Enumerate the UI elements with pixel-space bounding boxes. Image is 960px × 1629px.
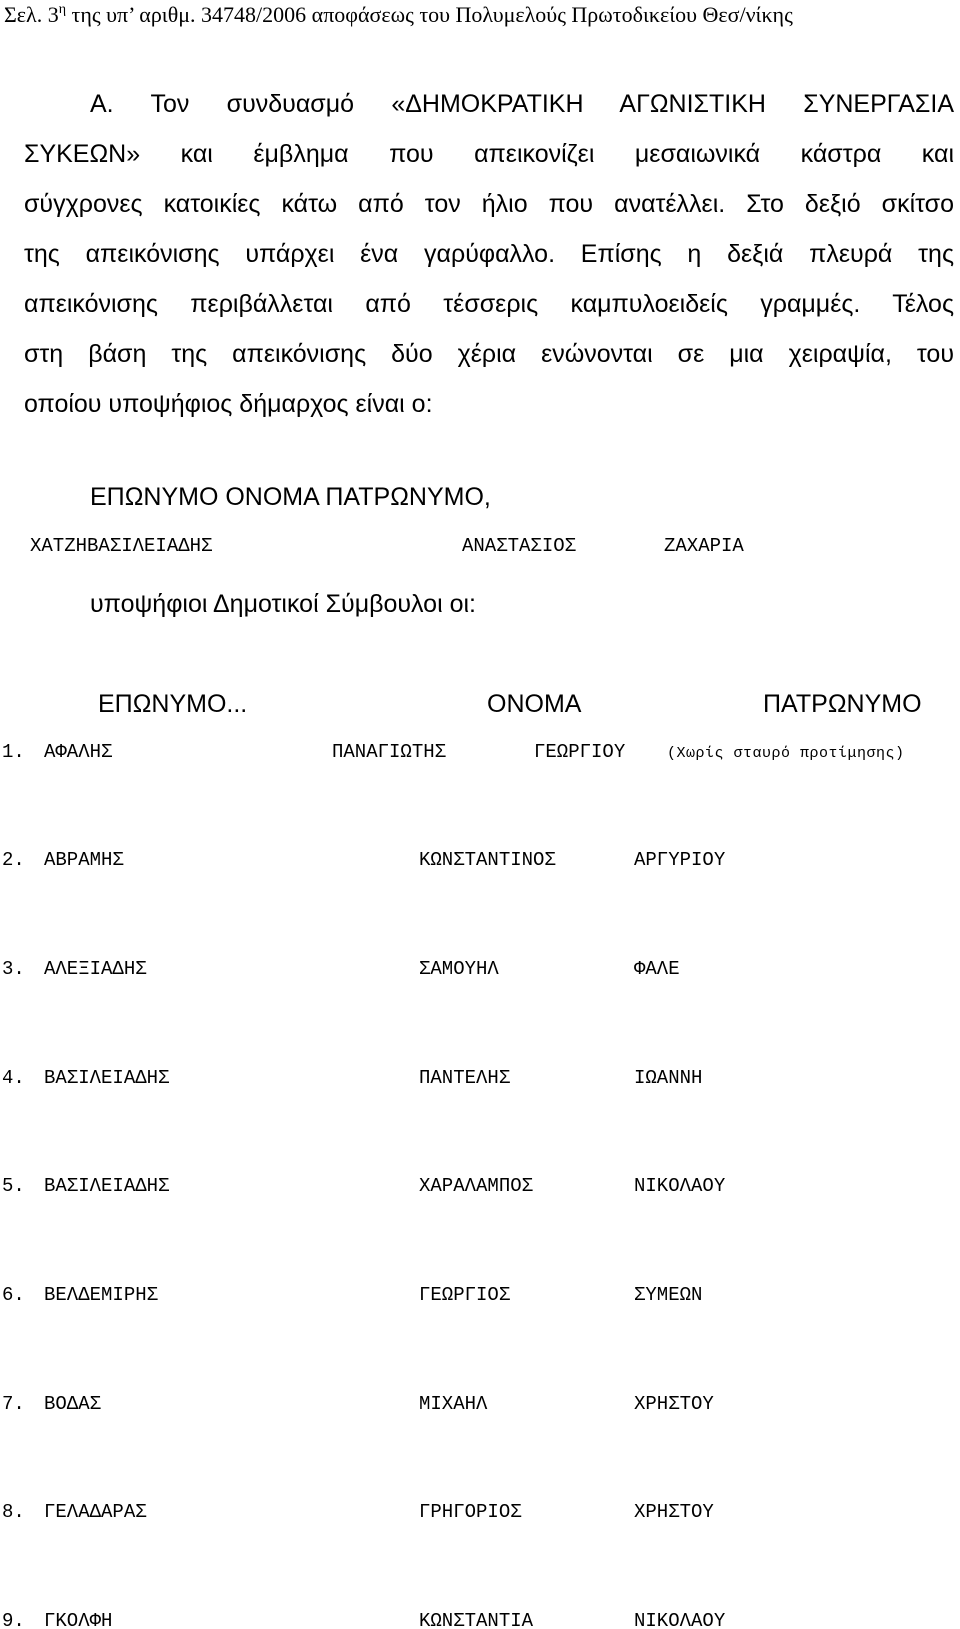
candidate-first-name: ΜΙΧΑΗΛ <box>419 1393 488 1415</box>
mayor-first-name: ΑΝΑΣΤΑΣΙΟΣ <box>462 535 577 557</box>
header-superscript: η <box>58 2 67 17</box>
column-header-fathers-name: ΠΑΤΡΩΝΥΜΟ <box>763 690 922 718</box>
candidate-fathers-name: ΝΙΚΟΛΑΟΥ <box>634 1175 726 1197</box>
candidate-number: 7. <box>2 1393 25 1415</box>
candidate-first-name: ΚΩΝΣΤΑΝΤΙΑ <box>419 1610 534 1629</box>
paragraph-line: στη βάση της απεικόνισης δύο χέρια ενώνονται σε μια χειραψία, του <box>24 340 954 368</box>
paragraph-line: ΣΥΚΕΩΝ» και έμβλημα που απεικονίζει μεσαιωνικά κάστρα και <box>24 140 954 168</box>
candidate-first-name: ΚΩΝΣΤΑΝΤΙΝΟΣ <box>419 849 556 871</box>
candidate-fathers-name: ΧΡΗΣΤΟΥ <box>634 1393 714 1415</box>
paragraph-line: οποίου υποψήφιος δήμαρχος είναι ο: <box>24 390 433 418</box>
column-header-surname: ΕΠΩΝΥΜΟ... <box>98 690 248 718</box>
candidate-number: 9. <box>2 1610 25 1629</box>
candidate-fathers-name: ΓΕΩΡΓΙΟΥ <box>534 741 626 763</box>
candidate-surname: ΑΦΑΛΗΣ <box>44 741 113 763</box>
candidate-fathers-name: ΝΙΚΟΛΑΟΥ <box>634 1610 726 1629</box>
candidate-fathers-name: ΣΥΜΕΩΝ <box>634 1284 703 1306</box>
paragraph-line: Α. Τον συνδυασμό «ΔΗΜΟΚΡΑΤΙΚΗ ΑΓΩΝΙΣΤΙΚΗ ΣΥΝΕΡΓΑΣΙΑ <box>90 90 954 118</box>
candidate-surname: ΒΑΣΙΛΕΙΑΔΗΣ <box>44 1175 170 1197</box>
candidate-note: (Χωρίς σταυρό προτίμησης) <box>667 745 905 762</box>
candidate-number: 1. <box>2 741 25 763</box>
candidate-surname: ΑΛΕΞΙΑΔΗΣ <box>44 958 147 980</box>
paragraph-line: απεικόνισης περιβάλλεται από τέσσερις καμπυλοειδείς γραμμές. Τέλος <box>24 290 954 318</box>
column-header-first-name: ΟΝΟΜΑ <box>487 690 582 718</box>
candidate-first-name: ΓΡΗΓΟΡΙΟΣ <box>419 1501 522 1523</box>
candidate-surname: ΒΑΣΙΛΕΙΑΔΗΣ <box>44 1067 170 1089</box>
page-header <box>4 2 793 28</box>
candidate-surname: ΒΟΔΑΣ <box>44 1393 102 1415</box>
candidate-number: 3. <box>2 958 25 980</box>
mayor-fathers-name: ΖΑΧΑΡΙΑ <box>664 535 744 557</box>
coalition-paragraph <box>24 79 954 429</box>
candidate-number: 2. <box>2 849 25 871</box>
councillors-label: υποψήφιοι Δημοτικοί Σύμβουλοι οι: <box>90 590 476 618</box>
candidate-number: 4. <box>2 1067 25 1089</box>
candidate-surname: ΒΕΛΔΕΜΙΡΗΣ <box>44 1284 159 1306</box>
header-rest: της υπ’ αριθμ. 34748/2006 αποφάσεως του Πολυμελούς Πρωτοδικείου Θεσ/νίκης <box>66 2 793 27</box>
candidate-first-name: ΣΑΜΟΥΗΛ <box>419 958 499 980</box>
paragraph-line: σύγχρονες κατοικίες κάτω από τον ήλιο που ανατέλλει. Στο δεξιό σκίτσο <box>24 190 954 218</box>
candidate-fathers-name: ΦΑΛΕ <box>634 958 680 980</box>
header-prefix: Σελ. 3 <box>4 2 59 27</box>
mayor-column-header: ΕΠΩΝΥΜΟ ΟΝΟΜΑ ΠΑΤΡΩΝΥΜΟ, <box>90 483 491 511</box>
mayor-surname: ΧΑΤΖΗΒΑΣΙΛΕΙΑΔΗΣ <box>30 535 213 557</box>
candidate-first-name: ΠΑΝΤΕΛΗΣ <box>419 1067 511 1089</box>
candidate-first-name: ΓΕΩΡΓΙΟΣ <box>419 1284 511 1306</box>
candidate-number: 5. <box>2 1175 25 1197</box>
candidate-fathers-name: ΑΡΓΥΡΙΟΥ <box>634 849 726 871</box>
candidate-surname: ΓΚΟΛΦΗ <box>44 1610 113 1629</box>
candidate-first-name: ΠΑΝΑΓΙΩΤΗΣ <box>332 741 447 763</box>
candidate-number: 8. <box>2 1501 25 1523</box>
candidate-fathers-name: ΧΡΗΣΤΟΥ <box>634 1501 714 1523</box>
candidate-surname: ΑΒΡΑΜΗΣ <box>44 849 124 871</box>
candidate-surname: ΓΕΛΑΔΑΡΑΣ <box>44 1501 147 1523</box>
paragraph-line: της απεικόνισης υπάρχει ένα γαρύφαλλο. Επίσης η δεξιά πλευρά της <box>24 240 954 268</box>
candidate-number: 6. <box>2 1284 25 1306</box>
candidate-fathers-name: ΙΩΑΝΝΗ <box>634 1067 703 1089</box>
candidate-first-name: ΧΑΡΑΛΑΜΠΟΣ <box>419 1175 534 1197</box>
